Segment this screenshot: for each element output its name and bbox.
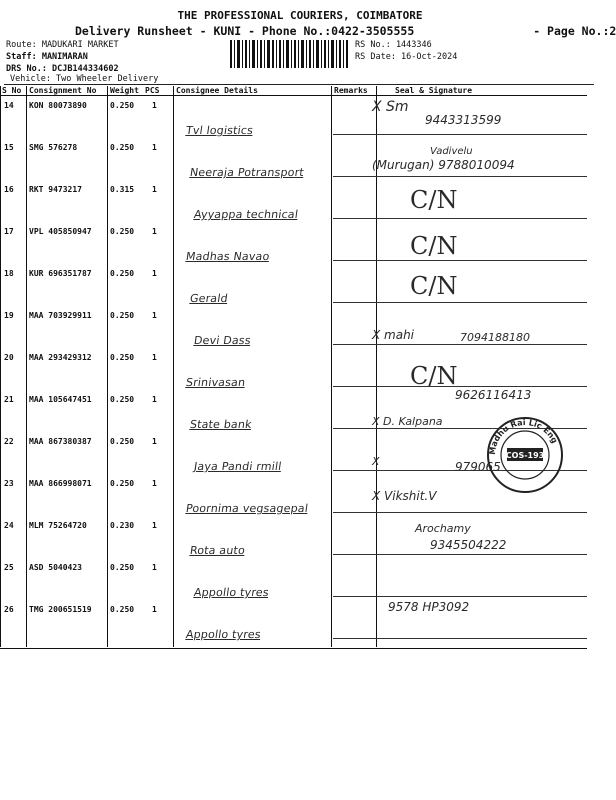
row-pcs: 1	[152, 479, 157, 488]
col-consignee: Consignee Details	[176, 86, 258, 95]
row-sno: 21	[4, 395, 14, 404]
row-signature: X	[372, 455, 380, 468]
row-pcs: 1	[152, 227, 157, 236]
row-sno: 25	[4, 563, 14, 572]
row-sno: 20	[4, 353, 14, 362]
stamp-ring-text: Madhu Rai Lic Eng	[487, 417, 560, 456]
company-seal-stamp	[485, 415, 565, 495]
row-weight: 0.250	[110, 101, 135, 110]
signature-row-line	[333, 176, 587, 177]
row-pcs: 1	[152, 143, 157, 152]
row-consignment: MAA 867380387	[29, 437, 92, 446]
row-weight: 0.250	[110, 227, 135, 236]
row-consignment: KON 80073890	[29, 101, 87, 110]
col-signature: Seal & Signature	[395, 86, 473, 95]
row-consignment: TMG 200651519	[29, 605, 92, 614]
row-signature: 9345504222	[430, 538, 507, 552]
row-consignee: Neeraja Potransport	[189, 166, 305, 179]
row-signature: 979065	[455, 460, 501, 474]
col-divider	[26, 86, 27, 647]
row-consignee: Rota auto	[189, 544, 246, 557]
row-consignee: Tvl logistics	[185, 124, 255, 137]
row-sno: 16	[4, 185, 14, 194]
signature-row-line	[333, 638, 587, 639]
col-divider	[107, 86, 108, 647]
col-sno: S No	[2, 86, 22, 95]
row-sno: 17	[4, 227, 14, 236]
row-pcs: 1	[152, 521, 157, 530]
row-sno: 24	[4, 521, 14, 530]
row-weight: 0.250	[110, 143, 135, 152]
row-consignment: MAA 105647451	[29, 395, 92, 404]
signature-row-line	[333, 218, 587, 219]
row-signature: C/N	[410, 232, 458, 260]
rs-date: RS Date: 16-Oct-2024	[355, 52, 458, 62]
row-weight: 0.250	[110, 311, 135, 320]
row-pcs: 1	[152, 437, 157, 446]
row-consignment: MAA 866998071	[29, 479, 92, 488]
row-sno: 26	[4, 605, 14, 614]
row-signature: 7094188180	[460, 331, 530, 344]
row-pcs: 1	[152, 353, 157, 362]
row-consignee: Srinivasan	[185, 376, 247, 389]
row-signature: X D. Kalpana	[372, 415, 443, 428]
row-consignment: MAA 703929911	[29, 311, 92, 320]
row-signature: Arochamy	[415, 522, 471, 535]
row-sno: 23	[4, 479, 14, 488]
header-divider	[4, 84, 594, 85]
row-signature: X mahi	[372, 328, 415, 342]
col-divider	[0, 86, 1, 647]
row-weight: 0.250	[110, 269, 135, 278]
row-consignee: Appollo tyres	[193, 586, 270, 599]
row-pcs: 1	[152, 395, 157, 404]
col-divider	[173, 86, 174, 647]
row-consignee: Madhas Navao	[185, 250, 271, 263]
rs-number: RS No.: 1443346	[355, 40, 432, 50]
row-consignment: VPL 405850947	[29, 227, 92, 236]
signature-row-line	[333, 596, 587, 597]
vehicle: Vehicle: Two Wheeler Delivery	[10, 74, 159, 84]
row-weight: 0.230	[110, 521, 135, 530]
row-consignment: RKT 9473217	[29, 185, 82, 194]
row-signature: X Vikshit.V	[372, 489, 437, 503]
row-pcs: 1	[152, 269, 157, 278]
row-consignment: ASD 5040423	[29, 563, 82, 572]
runsheet-title-left: Delivery Runsheet - KUNI - Phone No.:0422-3505555	[75, 24, 415, 38]
row-weight: 0.250	[110, 437, 135, 446]
row-weight: 0.315	[110, 185, 135, 194]
col-remarks: Remarks	[334, 86, 368, 95]
col-divider	[331, 86, 332, 647]
signature-row-line	[333, 512, 587, 513]
signature-row-line	[333, 302, 587, 303]
row-signature: 9626116413	[455, 388, 532, 402]
row-consignee: Jaya Pandi rmill	[193, 460, 283, 473]
row-consignment: SMG 576278	[29, 143, 78, 152]
row-sno: 19	[4, 311, 14, 320]
signature-row-line	[333, 386, 587, 387]
row-signature: Vadivelu	[430, 146, 473, 157]
row-sno: 22	[4, 437, 14, 446]
row-sno: 15	[4, 143, 14, 152]
row-consignee: Ayyappa technical	[193, 208, 300, 221]
row-pcs: 1	[152, 311, 157, 320]
row-pcs: 1	[152, 605, 157, 614]
row-sno: 14	[4, 101, 14, 110]
row-signature: (Murugan) 9788010094	[372, 158, 515, 172]
runsheet-title	[75, 24, 616, 38]
signature-row-line	[333, 554, 587, 555]
row-weight: 0.250	[110, 353, 135, 362]
row-consignee: Devi Dass	[193, 334, 252, 347]
barcode	[230, 40, 348, 68]
row-weight: 0.250	[110, 479, 135, 488]
row-signature: 9578 HP3092	[388, 600, 470, 614]
row-consignee: Appollo tyres	[185, 628, 262, 641]
staff: Staff: MANIMARAN	[6, 52, 88, 62]
stamp-code: COS-193	[505, 451, 545, 460]
row-weight: 0.250	[110, 605, 135, 614]
row-weight: 0.250	[110, 395, 135, 404]
row-consignee: Gerald	[189, 292, 229, 305]
col-consignment: Consignment No	[29, 86, 97, 95]
col-weight: Weight	[110, 86, 139, 95]
page-number: - Page No.:2	[533, 24, 616, 38]
row-sno: 18	[4, 269, 14, 278]
signature-row-line	[333, 260, 587, 261]
row-consignment: KUR 696351787	[29, 269, 92, 278]
row-pcs: 1	[152, 101, 157, 110]
row-signature: C/N	[410, 272, 458, 300]
col-pcs: PCS	[145, 86, 160, 95]
signature-row-line	[333, 344, 587, 345]
row-signature: X Sm	[372, 99, 409, 115]
row-consignee: Poornima vegsagepal	[185, 502, 309, 515]
row-consignment: MAA 293429312	[29, 353, 92, 362]
row-pcs: 1	[152, 563, 157, 572]
signature-row-line	[333, 134, 587, 135]
row-signature: 9443313599	[425, 113, 502, 127]
row-signature: C/N	[410, 186, 458, 214]
row-weight: 0.250	[110, 563, 135, 572]
row-consignee: State bank	[189, 418, 253, 431]
route: Route: MADUKARI MARKET	[6, 40, 119, 50]
row-consignment: MLM 75264720	[29, 521, 87, 530]
drs-number: DRS No.: DCJB144334602	[6, 64, 119, 74]
row-signature: C/N	[410, 362, 458, 390]
row-pcs: 1	[152, 185, 157, 194]
company-name: THE PROFESSIONAL COURIERS, COIMBATORE	[177, 9, 423, 22]
